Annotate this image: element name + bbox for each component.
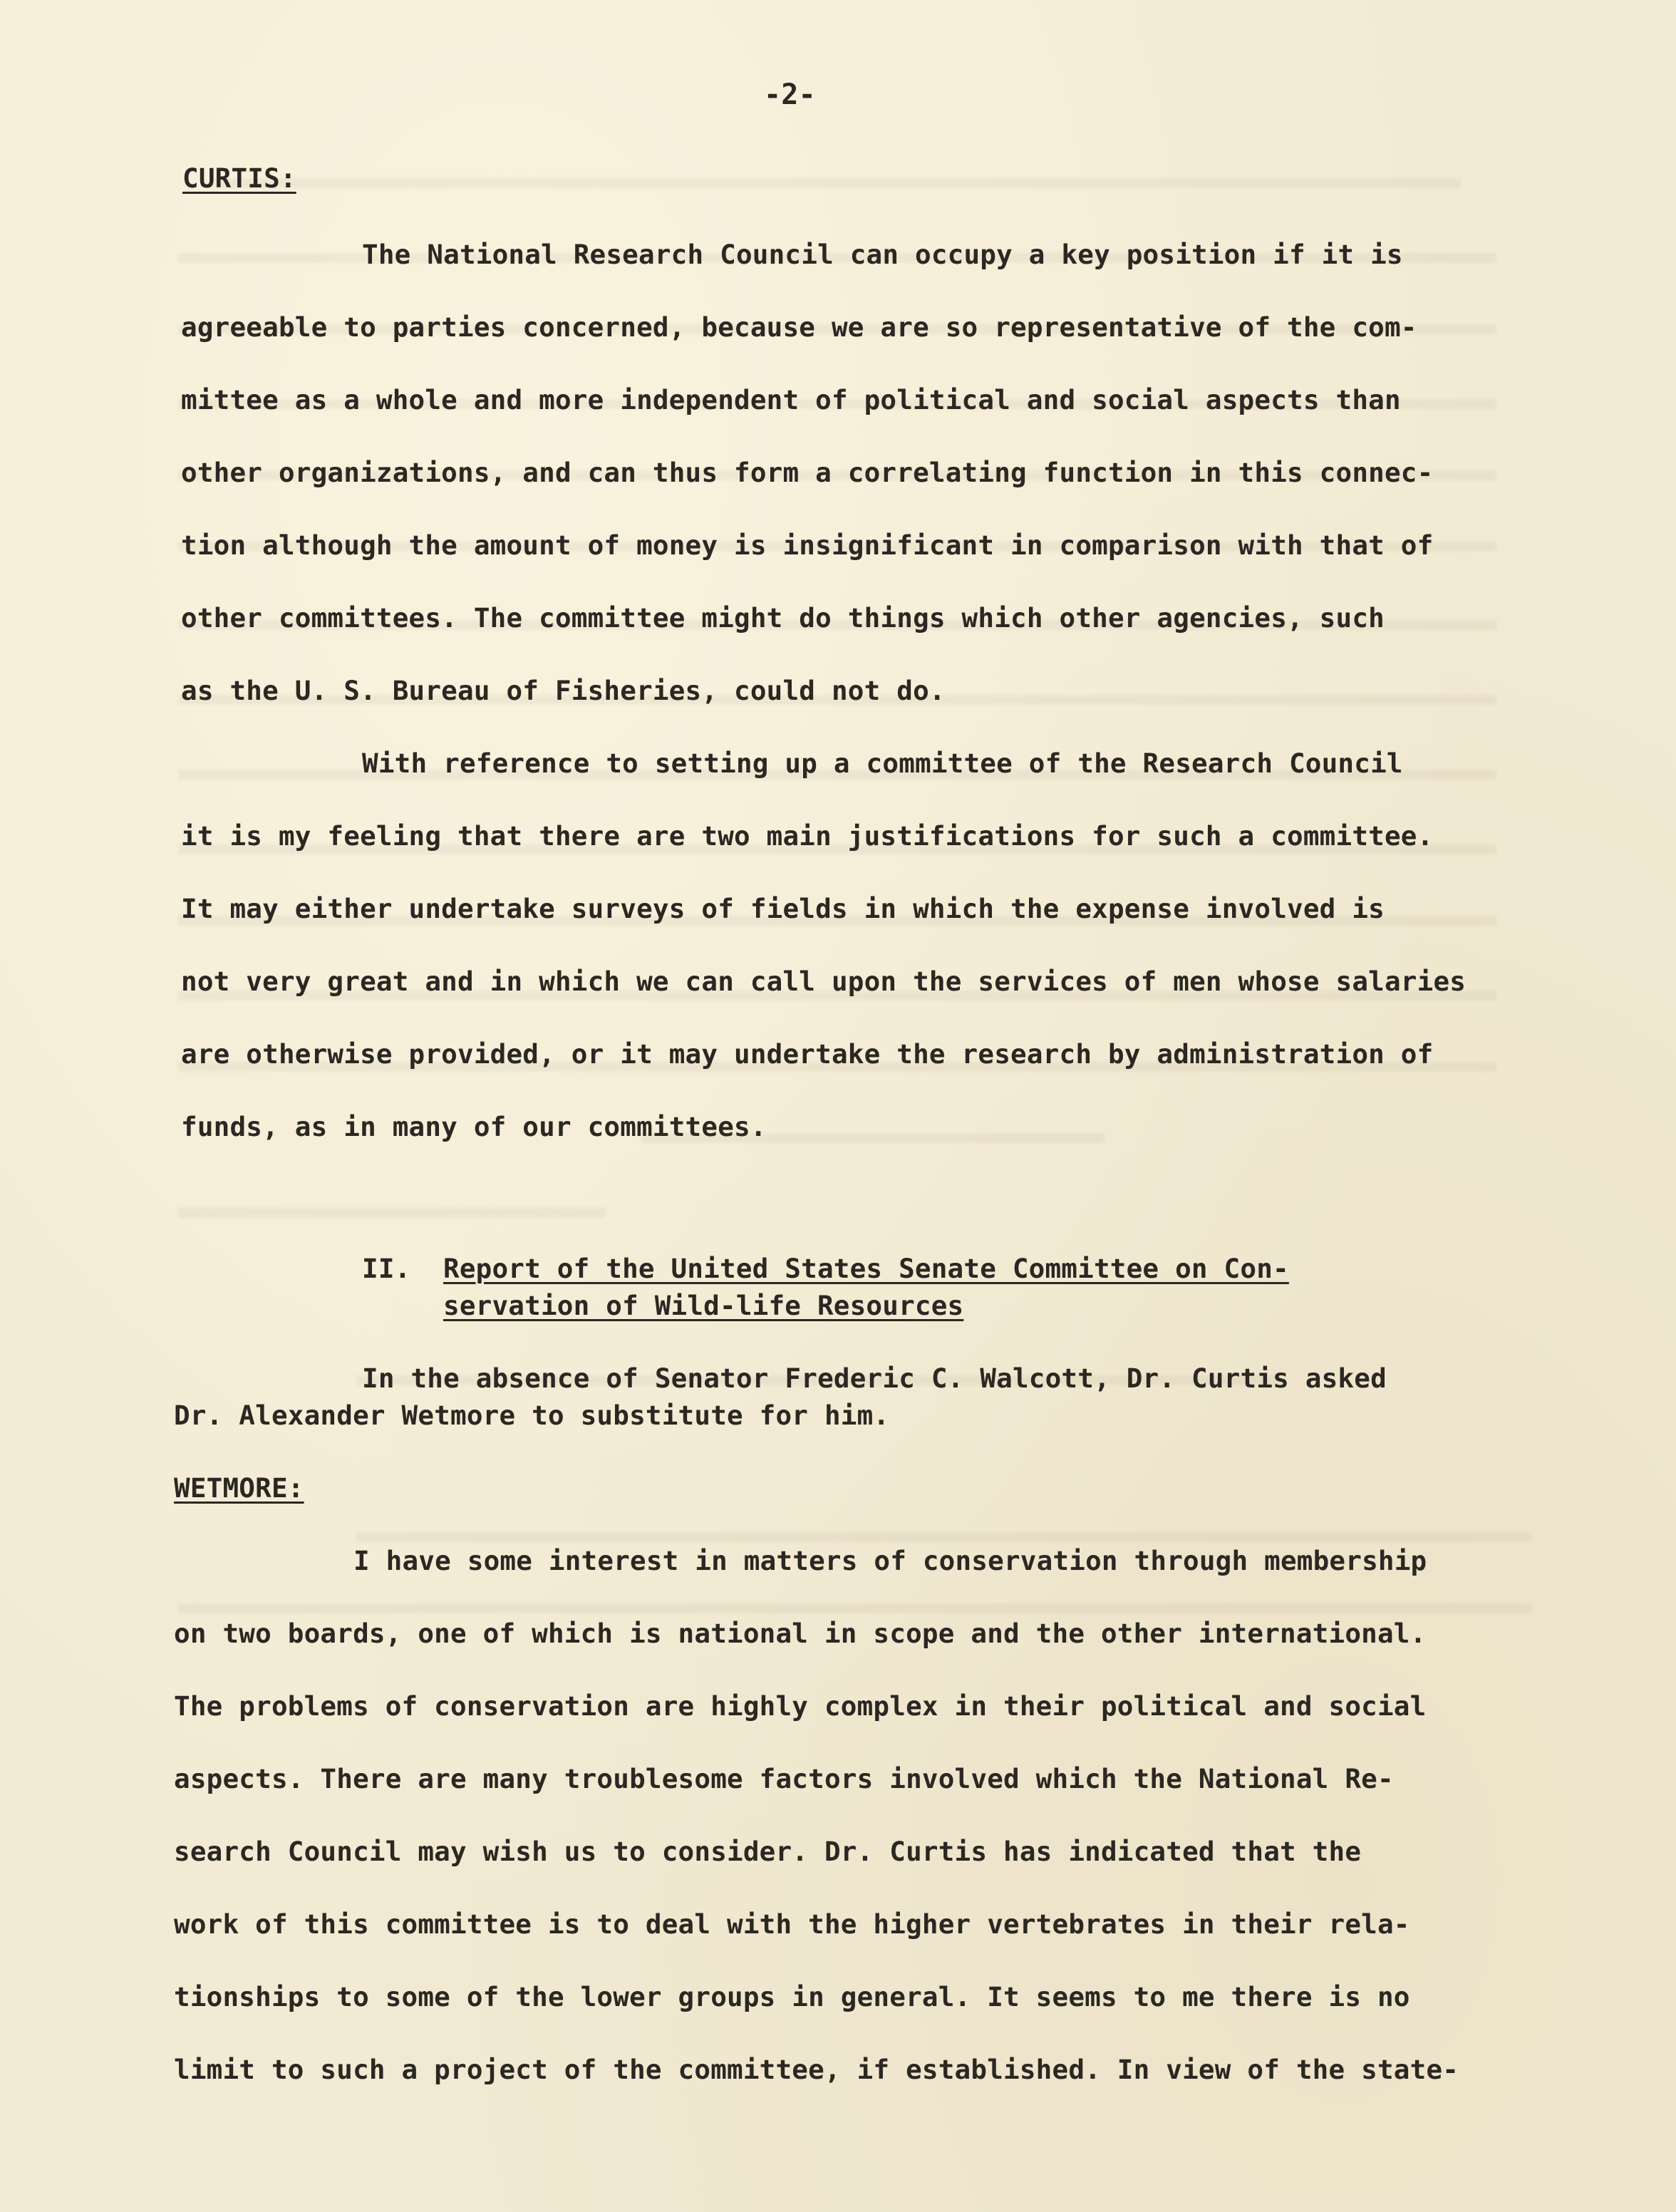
- text-line: tion although the amount of money is insignificant in comparison with that of: [181, 529, 1434, 561]
- section-number: II.: [362, 1253, 411, 1284]
- section-title-line-2: servation of Wild-life Resources: [443, 1290, 964, 1321]
- text-line: In the absence of Senator Frederic C. Walcott, Dr. Curtis asked: [362, 1363, 1387, 1394]
- text-line: I have some interest in matters of conservation through membership: [353, 1545, 1427, 1576]
- speaker-wetmore: WETMORE:: [174, 1472, 304, 1504]
- speaker-curtis: CURTIS:: [182, 162, 296, 194]
- text-line: tionships to some of the lower groups in general. It seems to me there is no: [174, 1981, 1410, 2012]
- text-line: agreeable to parties concerned, because we are so representative of the com-: [181, 311, 1417, 343]
- text-line: The National Research Council can occupy a key position if it is: [362, 239, 1403, 270]
- text-line: work of this committee is to deal with the higher vertebrates in their rela-: [174, 1908, 1410, 1940]
- text-line: not very great and in which we can call upon the services of men whose salaries: [181, 966, 1466, 997]
- text-line: as the U. S. Bureau of Fisheries, could not do.: [181, 675, 946, 706]
- text-line: limit to such a project of the committee, if established. In view of the state-: [174, 2054, 1459, 2085]
- text-line: search Council may wish us to consider. Dr. Curtis has indicated that the: [174, 1836, 1362, 1867]
- text-line: it is my feeling that there are two main justifications for such a committee.: [181, 820, 1434, 852]
- text-line: It may either undertake surveys of fields in which the expense involved is: [181, 893, 1385, 924]
- text-line: on two boards, one of which is national in scope and the other international.: [174, 1618, 1427, 1649]
- text-line: other organizations, and can thus form a correlating function in this connec-: [181, 457, 1434, 488]
- text-line: Dr. Alexander Wetmore to substitute for him.: [174, 1400, 890, 1431]
- text-line: mittee as a whole and more independent of political and social aspects than: [181, 384, 1401, 415]
- section-title-line-1: Report of the United States Senate Committee on Con-: [443, 1253, 1289, 1284]
- text-line: other committees. The committee might do things which other agencies, such: [181, 602, 1385, 634]
- text-line: With reference to setting up a committee of the Research Council: [362, 748, 1403, 779]
- text-line: are otherwise provided, or it may undertake the research by administration of: [181, 1038, 1434, 1070]
- page-number: -2-: [764, 78, 816, 111]
- text-line: aspects. There are many troublesome factors involved which the National Re-: [174, 1763, 1394, 1794]
- text-line: funds, as in many of our committees.: [181, 1111, 767, 1142]
- text-line: The problems of conservation are highly complex in their political and social: [174, 1690, 1427, 1722]
